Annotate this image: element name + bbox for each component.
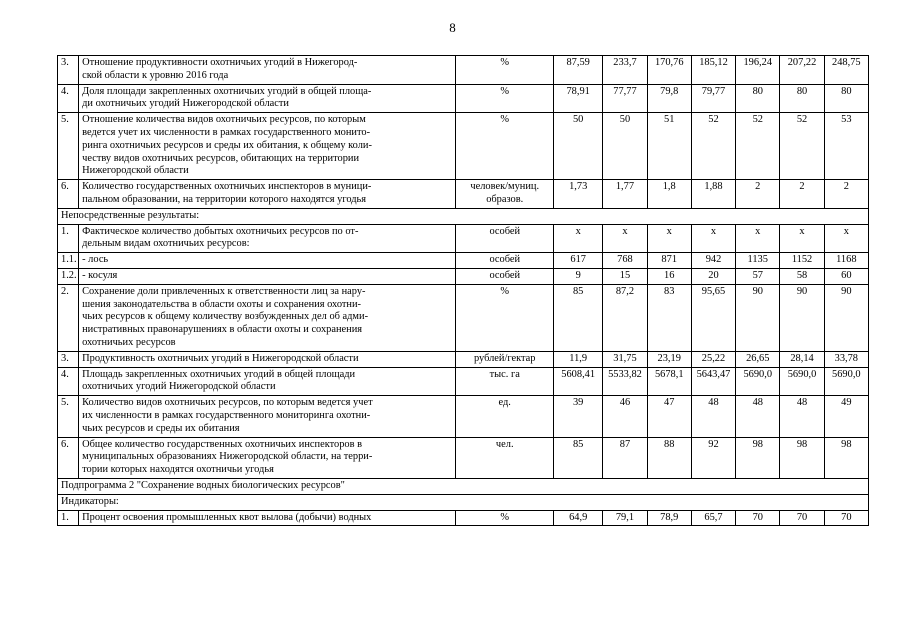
- value-cell: 871: [647, 253, 691, 269]
- value-cell: х: [780, 224, 824, 253]
- row-number-cell: 5.: [58, 113, 79, 180]
- unit-cell: особей: [456, 253, 554, 269]
- value-cell: 233,7: [603, 56, 647, 85]
- value-cell: 170,76: [647, 56, 691, 85]
- value-cell: 79,8: [647, 84, 691, 113]
- table-row: [58, 84, 869, 113]
- value-cell: 85: [554, 284, 603, 351]
- row-number-cell: 5.: [58, 396, 79, 437]
- value-cell: 1135: [736, 253, 780, 269]
- value-cell: 5608,41: [554, 367, 603, 396]
- value-cell: 90: [780, 284, 824, 351]
- section-heading: Подпрограмма 2 "Сохранение водных биологических ресурсов": [58, 478, 869, 494]
- table-row: [58, 351, 869, 367]
- value-cell: 2: [780, 180, 824, 209]
- unit-cell: %: [456, 284, 554, 351]
- section-row: [58, 478, 869, 494]
- row-number-cell: 4.: [58, 84, 79, 113]
- value-cell: 98: [780, 437, 824, 478]
- indicator-name-cell: Сохранение доли привлеченных к ответственности лиц за нару- шения законодательства в области охоты и сохранения охотни- чьих ресурсов к общему количеству возбужденных дел об адми- нистративных правонарушениях в области охоты и сохранения охотничьих ресурсов: [79, 284, 456, 351]
- value-cell: х: [736, 224, 780, 253]
- value-cell: 79,1: [603, 510, 647, 526]
- unit-cell: человек/муниц. образов.: [456, 180, 554, 209]
- section-row: [58, 208, 869, 224]
- value-cell: 2: [736, 180, 780, 209]
- value-cell: 942: [691, 253, 735, 269]
- indicator-name-cell: - лось: [79, 253, 456, 269]
- value-cell: 53: [824, 113, 868, 180]
- value-cell: 52: [691, 113, 735, 180]
- table-row: [58, 224, 869, 253]
- row-number-cell: 1.: [58, 224, 79, 253]
- row-number-cell: 1.2.: [58, 268, 79, 284]
- value-cell: 50: [554, 113, 603, 180]
- value-cell: 1,88: [691, 180, 735, 209]
- table-row: [58, 180, 869, 209]
- value-cell: 87,59: [554, 56, 603, 85]
- section-heading: Непосредственные результаты:: [58, 208, 869, 224]
- unit-cell: особей: [456, 224, 554, 253]
- value-cell: 5678,1: [647, 367, 691, 396]
- value-cell: 1152: [780, 253, 824, 269]
- indicator-name-cell: Отношение количества видов охотничьих ресурсов, по которым ведется учет их численности в рамках государственного монито- ринга охотничьих ресурсов и среды их обитания, к общему коли- честву видов охотничьих ресурсов, обитающих на территории Нижегородской области: [79, 113, 456, 180]
- value-cell: 80: [824, 84, 868, 113]
- row-number-cell: 2.: [58, 284, 79, 351]
- value-cell: 77,77: [603, 84, 647, 113]
- indicators-table: [57, 55, 869, 526]
- value-cell: 50: [603, 113, 647, 180]
- table-row: [58, 268, 869, 284]
- value-cell: 78,9: [647, 510, 691, 526]
- row-number-cell: 3.: [58, 56, 79, 85]
- value-cell: 80: [780, 84, 824, 113]
- value-cell: 65,7: [691, 510, 735, 526]
- indicator-name-cell: Фактическое количество добытых охотничьих ресурсов по от- дельным видам охотничьих ресурсов:: [79, 224, 456, 253]
- value-cell: 248,75: [824, 56, 868, 85]
- row-number-cell: 6.: [58, 180, 79, 209]
- section-row: [58, 494, 869, 510]
- value-cell: 185,12: [691, 56, 735, 85]
- value-cell: 87: [603, 437, 647, 478]
- value-cell: 90: [736, 284, 780, 351]
- value-cell: 31,75: [603, 351, 647, 367]
- indicator-name-cell: Процент освоения промышленных квот вылова (добычи) водных: [79, 510, 456, 526]
- value-cell: 5690,0: [780, 367, 824, 396]
- value-cell: 47: [647, 396, 691, 437]
- value-cell: 88: [647, 437, 691, 478]
- value-cell: 98: [736, 437, 780, 478]
- value-cell: 70: [736, 510, 780, 526]
- table-row: [58, 396, 869, 437]
- row-number-cell: 4.: [58, 367, 79, 396]
- value-cell: 57: [736, 268, 780, 284]
- section-heading: Индикаторы:: [58, 494, 869, 510]
- unit-cell: %: [456, 56, 554, 85]
- indicator-name-cell: Общее количество государственных охотничьих инспекторов в муниципальных образованиях Нижегородской области, на терри- тории которых находятся охотничьи угодья: [79, 437, 456, 478]
- table-row: [58, 56, 869, 85]
- value-cell: х: [647, 224, 691, 253]
- indicator-name-cell: Количество видов охотничьих ресурсов, по которым ведется учет их численности в рамках государственного мониторинга охотни- чьих ресурсов и среды их обитания: [79, 396, 456, 437]
- value-cell: 25,22: [691, 351, 735, 367]
- indicator-name-cell: Количество государственных охотничьих инспекторов в муници- пальном образовании, на территории которого находятся угодья: [79, 180, 456, 209]
- value-cell: х: [691, 224, 735, 253]
- row-number-cell: 1.: [58, 510, 79, 526]
- value-cell: 5533,82: [603, 367, 647, 396]
- value-cell: 11,9: [554, 351, 603, 367]
- indicator-name-cell: Отношение продуктивности охотничьих угодий в Нижегород- ской области к уровню 2016 года: [79, 56, 456, 85]
- value-cell: 80: [736, 84, 780, 113]
- table-row: [58, 253, 869, 269]
- value-cell: 16: [647, 268, 691, 284]
- value-cell: 5690,0: [824, 367, 868, 396]
- value-cell: 51: [647, 113, 691, 180]
- value-cell: 23,19: [647, 351, 691, 367]
- row-number-cell: 3.: [58, 351, 79, 367]
- value-cell: 768: [603, 253, 647, 269]
- value-cell: 46: [603, 396, 647, 437]
- indicator-name-cell: Продуктивность охотничьих угодий в Нижегородской области: [79, 351, 456, 367]
- value-cell: 5690,0: [736, 367, 780, 396]
- value-cell: 98: [824, 437, 868, 478]
- value-cell: 33,78: [824, 351, 868, 367]
- value-cell: 83: [647, 284, 691, 351]
- value-cell: 48: [780, 396, 824, 437]
- value-cell: 92: [691, 437, 735, 478]
- table-row: [58, 113, 869, 180]
- value-cell: 78,91: [554, 84, 603, 113]
- indicator-name-cell: Площадь закрепленных охотничьих угодий в общей площади охотничьих угодий Нижегородской области: [79, 367, 456, 396]
- value-cell: 20: [691, 268, 735, 284]
- indicator-name-cell: Доля площади закрепленных охотничьих угодий в общей площа- ди охотничьих угодий Нижегородской области: [79, 84, 456, 113]
- value-cell: 79,77: [691, 84, 735, 113]
- value-cell: 48: [691, 396, 735, 437]
- value-cell: 87,2: [603, 284, 647, 351]
- value-cell: х: [554, 224, 603, 253]
- value-cell: х: [824, 224, 868, 253]
- row-number-cell: 1.1.: [58, 253, 79, 269]
- unit-cell: ед.: [456, 396, 554, 437]
- value-cell: 28,14: [780, 351, 824, 367]
- value-cell: 196,24: [736, 56, 780, 85]
- unit-cell: особей: [456, 268, 554, 284]
- value-cell: 64,9: [554, 510, 603, 526]
- unit-cell: рублей/гектар: [456, 351, 554, 367]
- value-cell: 49: [824, 396, 868, 437]
- unit-cell: чел.: [456, 437, 554, 478]
- unit-cell: %: [456, 510, 554, 526]
- value-cell: 1,77: [603, 180, 647, 209]
- value-cell: 52: [736, 113, 780, 180]
- value-cell: 85: [554, 437, 603, 478]
- value-cell: 15: [603, 268, 647, 284]
- unit-cell: тыс. га: [456, 367, 554, 396]
- row-number-cell: 6.: [58, 437, 79, 478]
- value-cell: 1,8: [647, 180, 691, 209]
- value-cell: 70: [780, 510, 824, 526]
- table-row: [58, 367, 869, 396]
- indicator-name-cell: - косуля: [79, 268, 456, 284]
- table-row: [58, 510, 869, 526]
- value-cell: 60: [824, 268, 868, 284]
- page-number: 8: [449, 20, 456, 35]
- value-cell: 207,22: [780, 56, 824, 85]
- value-cell: 5643,47: [691, 367, 735, 396]
- value-cell: 90: [824, 284, 868, 351]
- value-cell: 1,73: [554, 180, 603, 209]
- value-cell: 26,65: [736, 351, 780, 367]
- value-cell: 1168: [824, 253, 868, 269]
- value-cell: 9: [554, 268, 603, 284]
- unit-cell: %: [456, 84, 554, 113]
- value-cell: х: [603, 224, 647, 253]
- value-cell: 617: [554, 253, 603, 269]
- value-cell: 2: [824, 180, 868, 209]
- value-cell: 70: [824, 510, 868, 526]
- table-row: [58, 437, 869, 478]
- unit-cell: %: [456, 113, 554, 180]
- value-cell: 58: [780, 268, 824, 284]
- value-cell: 95,65: [691, 284, 735, 351]
- table-row: [58, 284, 869, 351]
- value-cell: 39: [554, 396, 603, 437]
- value-cell: 48: [736, 396, 780, 437]
- value-cell: 52: [780, 113, 824, 180]
